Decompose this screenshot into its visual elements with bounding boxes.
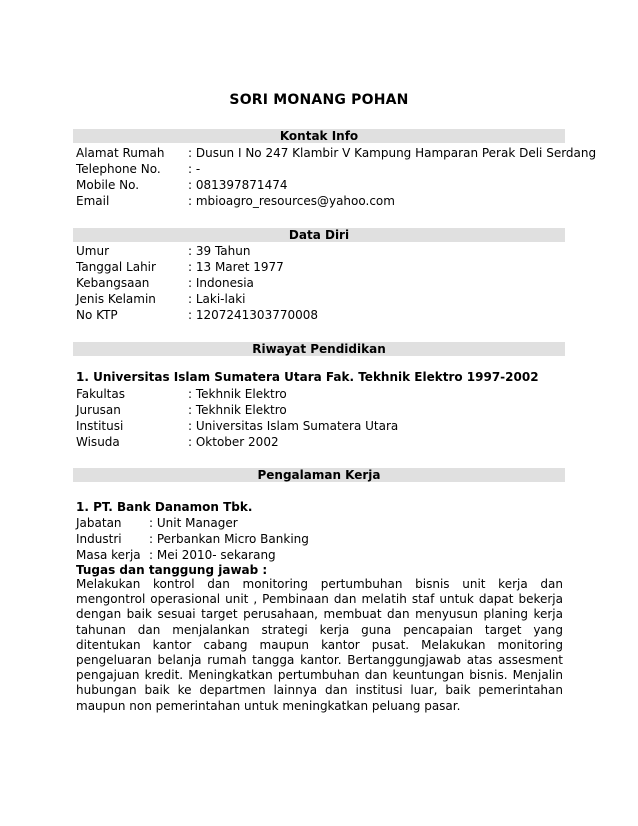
kontak-row-email	[76, 193, 395, 209]
kontak-value: : Dusun I No 247 Klambir V Kampung Hamparan Perak Deli Serdang	[188, 146, 597, 160]
data-diri-value: : 1207241303770008	[188, 308, 319, 322]
kerja-title: 1. PT. Bank Danamon Tbk.	[76, 500, 253, 514]
kerja-value: : Perbankan Micro Banking	[149, 532, 309, 546]
section-pengalaman-kerja: Pengalaman Kerja	[73, 468, 565, 482]
kontak-value: : -	[188, 162, 201, 176]
kerja-label: Industri	[76, 532, 122, 546]
kerja-row-industri	[76, 531, 309, 547]
kontak-row-alamat	[76, 145, 597, 161]
tugas-paragraph: Melakukan kontrol dan monitoring pertumbuhan bisnis unit kerja dan mengontrol operasional unit , Pembinaan dan melatih staf untuk dapat bekerja dengan baik sesuai target perusahaan, membuat dan menyusun planing kerja tahunan dan menjalankan strategi kerja guna pencapaian target yang ditentukan kantor cabang maupun kantor pusat. Melakukan monitoring pengeluaran belanja rumah tangga kantor. Bertanggungjawab atas assesment pengajuan kredit. Meningkatkan pertumbuhan dan keuntungan bisnis. Menjalin hubungan baik ke departmen lainnya dan institusi luar, baik pemerintahan maupun non pemerintahan untuk meningkatkan peluang pasar.	[76, 577, 563, 713]
data-diri-row-tanggal-lahir	[76, 259, 284, 275]
data-diri-value: : 13 Maret 1977	[188, 260, 284, 274]
kontak-value: : 081397871474	[188, 178, 288, 192]
cv-name: SORI MONANG POHAN	[229, 92, 409, 108]
data-diri-row-kebangsaan	[76, 275, 254, 291]
data-diri-label: Umur	[76, 244, 110, 258]
data-diri-label: No KTP	[76, 308, 118, 322]
kerja-label: Jabatan	[76, 516, 122, 530]
pendidikan-row-institusi	[76, 418, 399, 434]
section-riwayat-pendidikan: Riwayat Pendidikan	[73, 342, 565, 356]
pendidikan-value: : Universitas Islam Sumatera Utara	[188, 419, 399, 433]
data-diri-row-no-ktp	[76, 307, 319, 323]
pendidikan-row-wisuda	[76, 434, 279, 450]
data-diri-label: Jenis Kelamin	[76, 292, 156, 306]
data-diri-label: Tanggal Lahir	[76, 260, 156, 274]
data-diri-label: Kebangsaan	[76, 276, 150, 290]
data-diri-row-jenis-kelamin	[76, 291, 246, 307]
pendidikan-label: Wisuda	[76, 435, 120, 449]
kontak-label: Alamat Rumah	[76, 146, 165, 160]
section-data-diri: Data Diri	[73, 228, 565, 242]
kerja-row-jabatan	[76, 515, 238, 531]
data-diri-value: : Laki-laki	[188, 292, 246, 306]
pendidikan-value: : Tekhnik Elektro	[188, 387, 287, 401]
pendidikan-value: : Tekhnik Elektro	[188, 403, 287, 417]
pendidikan-label: Institusi	[76, 419, 124, 433]
kerja-label: Masa kerja	[76, 548, 141, 562]
data-diri-value: : 39 Tahun	[188, 244, 251, 258]
kerja-value: : Unit Manager	[149, 516, 238, 530]
pendidikan-label: Jurusan	[76, 403, 121, 417]
pendidikan-row-jurusan	[76, 402, 287, 418]
kerja-row-masa-kerja	[76, 547, 276, 563]
pendidikan-row-fakultas	[76, 386, 287, 402]
section-kontak-info: Kontak Info	[73, 129, 565, 143]
pendidikan-title: 1. Universitas Islam Sumatera Utara Fak. Tekhnik Elektro 1997-2002	[76, 370, 539, 384]
kontak-label: Email	[76, 194, 110, 208]
pendidikan-value: : Oktober 2002	[188, 435, 279, 449]
pendidikan-label: Fakultas	[76, 387, 125, 401]
kontak-row-mobile	[76, 177, 288, 193]
data-diri-value: : Indonesia	[188, 276, 254, 290]
kontak-label: Telephone No.	[76, 162, 161, 176]
tugas-title: Tugas dan tanggung jawab :	[76, 563, 268, 577]
kontak-label: Mobile No.	[76, 178, 140, 192]
data-diri-row-umur	[76, 243, 251, 259]
kerja-value: : Mei 2010- sekarang	[149, 548, 276, 562]
email-value: : mbioagro_resources@yahoo.com	[188, 194, 395, 208]
kontak-row-telephone	[76, 161, 201, 177]
